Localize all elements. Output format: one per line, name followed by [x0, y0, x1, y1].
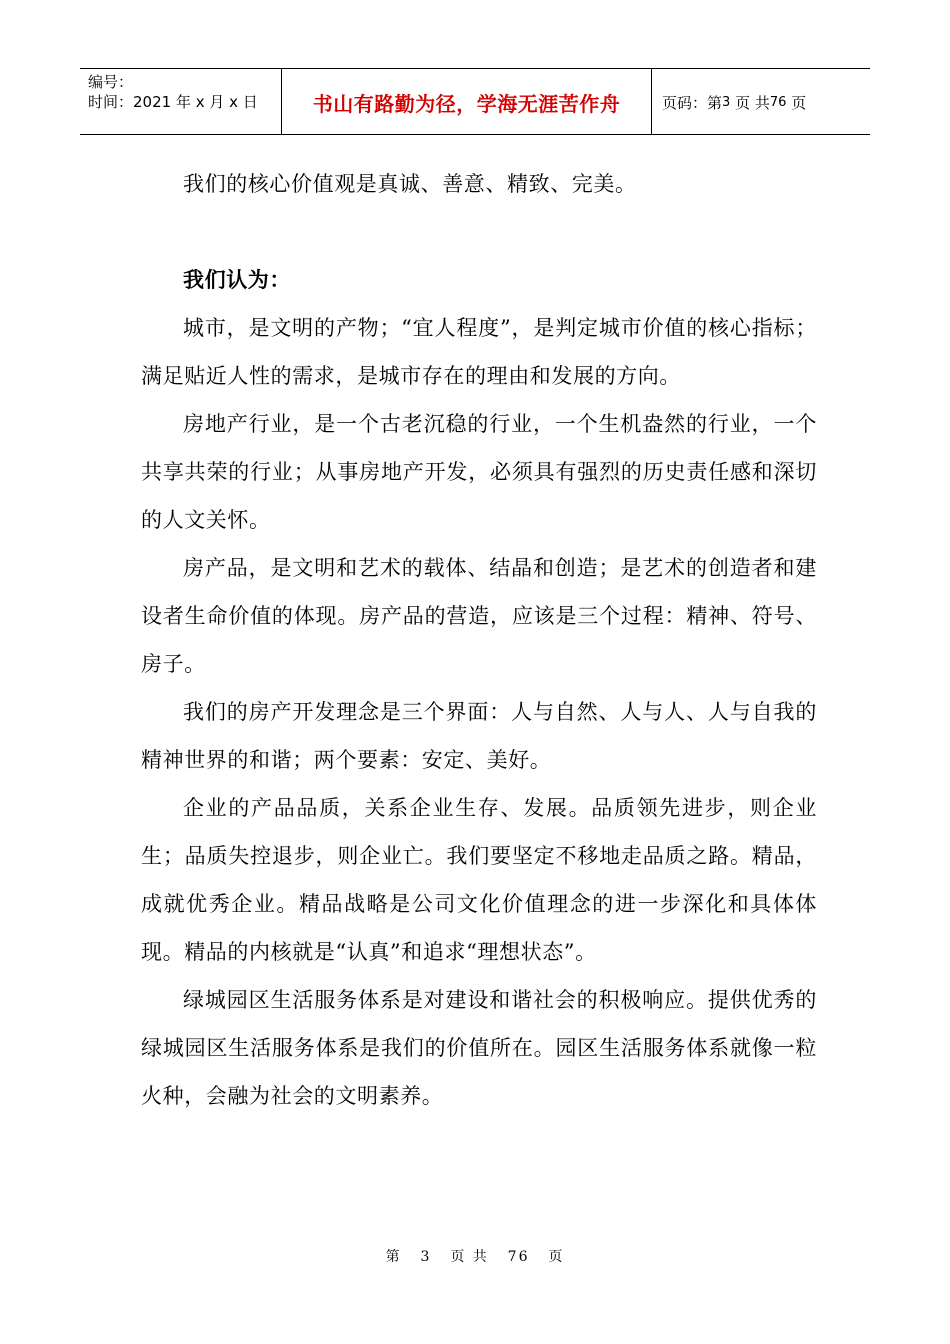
header-page-cell: [652, 69, 870, 134]
footer-page-total: 76: [507, 1249, 530, 1265]
footer-suffix: 页: [548, 1249, 565, 1265]
document-body: [141, 160, 817, 1120]
paragraph-quality: 企业的产品品质，关系企业生存、发展。品质领先进步，则企业生；品质失控退步，则企业亡。我们要坚定不移地走品质之路。精品，成就优秀企业。精品战略是公司文化价值理念的进一步深化和具体体现。精品的内核就是“认真”和追求“理想状态”。: [141, 796, 817, 964]
paragraph-philosophy: 我们的房产开发理念是三个界面：人与自然、人与人、人与自我的精神世界的和谐；两个要素：安定、美好。: [141, 700, 817, 772]
header-motto: 书山有路勤为径，学海无涯苦作舟: [312, 92, 621, 116]
header-page-mid: 页 共: [735, 94, 770, 112]
paragraph-core-values: 我们的核心价值观是真诚、善意、精致、完美。: [183, 172, 637, 196]
paragraph-city: 城市，是文明的产物；“宜人程度”，是判定城市价值的核心指标；满足贴近人性的需求，是城市存在的理由和发展的方向。: [141, 316, 817, 388]
header-meta-cell: [80, 69, 282, 134]
footer-mid: 页 共: [450, 1249, 489, 1265]
header-page-total: 76: [769, 95, 787, 110]
footer-page-current: 3: [420, 1249, 432, 1265]
document-number-label: 编号：: [88, 73, 134, 91]
footer-prefix: 第: [385, 1249, 402, 1265]
header-motto-cell: [282, 69, 652, 134]
document-time-label: 时间：2021 年 x 月 x 日: [88, 93, 258, 111]
section-heading: 我们认为：: [183, 267, 291, 292]
paragraph-service: 绿城园区生活服务体系是对建设和谐社会的积极响应。提供优秀的绿城园区生活服务体系是我们的价值所在。园区生活服务体系就像一粒火种，会融为社会的文明素养。: [141, 988, 817, 1108]
header-page-current: 3: [722, 95, 731, 110]
header-page-prefix: 页码：第: [662, 94, 723, 112]
paragraph-product: 房产品，是文明和艺术的载体、结晶和创造；是艺术的创造者和建设者生命价值的体现。房产品的营造，应该是三个过程：精神、符号、房子。: [141, 556, 817, 676]
header-page-suffix: 页: [791, 94, 807, 112]
page-footer: [0, 1246, 950, 1266]
paragraph-real-estate: 房地产行业，是一个古老沉稳的行业，一个生机盎然的行业，一个共享共荣的行业；从事房地产开发，必须具有强烈的历史责任感和深切的人文关怀。: [141, 412, 817, 532]
page-header: [80, 68, 870, 135]
